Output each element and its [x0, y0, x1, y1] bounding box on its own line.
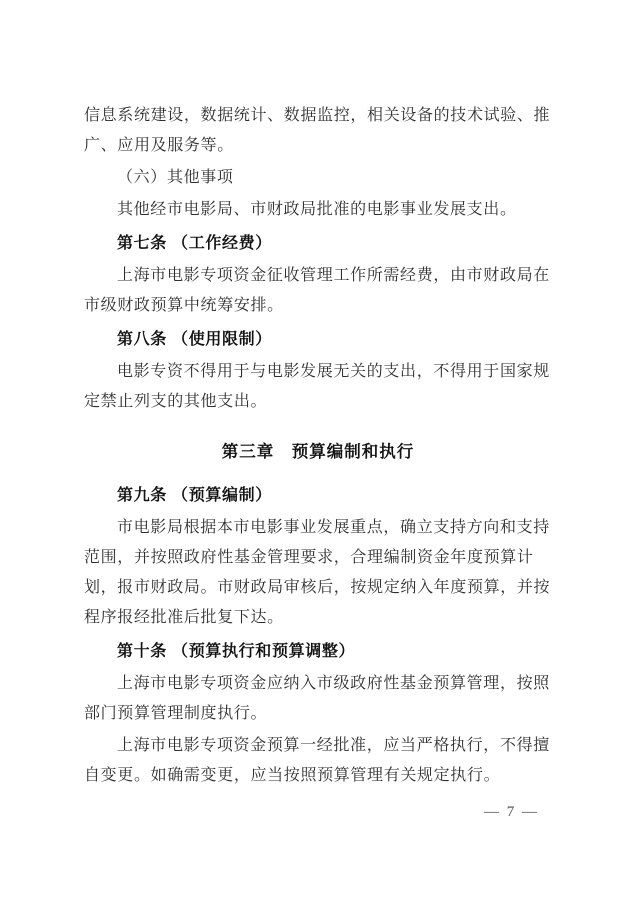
- document-line: 定禁止列支的其他支出。: [84, 393, 268, 410]
- page-number: — 7 —: [484, 804, 539, 820]
- document-block-paragraph: [84, 195, 552, 225]
- document-block-heading: [84, 637, 552, 667]
- document-block-heading: [84, 325, 552, 355]
- document-line: （六）其他事项: [117, 169, 234, 186]
- document-line: 第七条 （工作经费）: [117, 235, 272, 252]
- document-line: 第三章 预算编制和执行: [221, 443, 415, 461]
- document-line: 第九条 （预算编制）: [117, 487, 272, 504]
- document-line: 自变更。如确需变更，应当按照预算管理有关规定执行。: [84, 767, 501, 784]
- document-line: 部门预算管理制度执行。: [84, 705, 268, 722]
- document-line: 第八条 （使用限制）: [117, 331, 272, 348]
- document-block-heading: [84, 481, 552, 511]
- document-line: 广、应用及服务等。: [84, 137, 234, 154]
- document-block-paragraph: [84, 731, 552, 791]
- document-line: 划，报市财政局。市财政局审核后，按规定纳入年度预算，并按: [84, 579, 551, 596]
- document-line: 上海市电影专项资金应纳入市级政府性基金预算管理，按照: [117, 675, 550, 692]
- document-line: 市级财政预算中统筹安排。: [84, 297, 284, 314]
- document-line: 信息系统建设，数据统计、数据监控，相关设备的技术试验、推: [84, 107, 551, 124]
- document-line: 市电影局根据本市电影事业发展重点，确立支持方向和支持: [117, 519, 550, 536]
- document-line: 电影专资不得用于与电影发展无关的支出，不得用于国家规: [117, 363, 550, 380]
- document-block-paragraph: [84, 101, 552, 161]
- document-block-paragraph: [84, 357, 552, 417]
- document-block-paragraph: [84, 513, 552, 633]
- document-block-paragraph: [84, 163, 552, 193]
- document-block-chapter: [84, 437, 552, 467]
- document-line: 其他经市电影局、市财政局批准的电影事业发展支出。: [117, 201, 517, 218]
- document-line: 第十条 （预算执行和预算调整）: [117, 643, 356, 660]
- document-block-heading: [84, 229, 552, 259]
- document-line: 程序报经批准后批复下达。: [84, 609, 284, 626]
- document-block-paragraph: [84, 669, 552, 729]
- document-line: 上海市电影专项资金征收管理工作所需经费，由市财政局在: [117, 267, 550, 284]
- document-body: [84, 101, 552, 793]
- document-line: 范围，并按照政府性基金管理要求，合理编制资金年度预算计: [84, 549, 534, 566]
- document-line: 上海市电影专项资金预算一经批准，应当严格执行，不得擅: [117, 737, 550, 754]
- document-block-paragraph: [84, 261, 552, 321]
